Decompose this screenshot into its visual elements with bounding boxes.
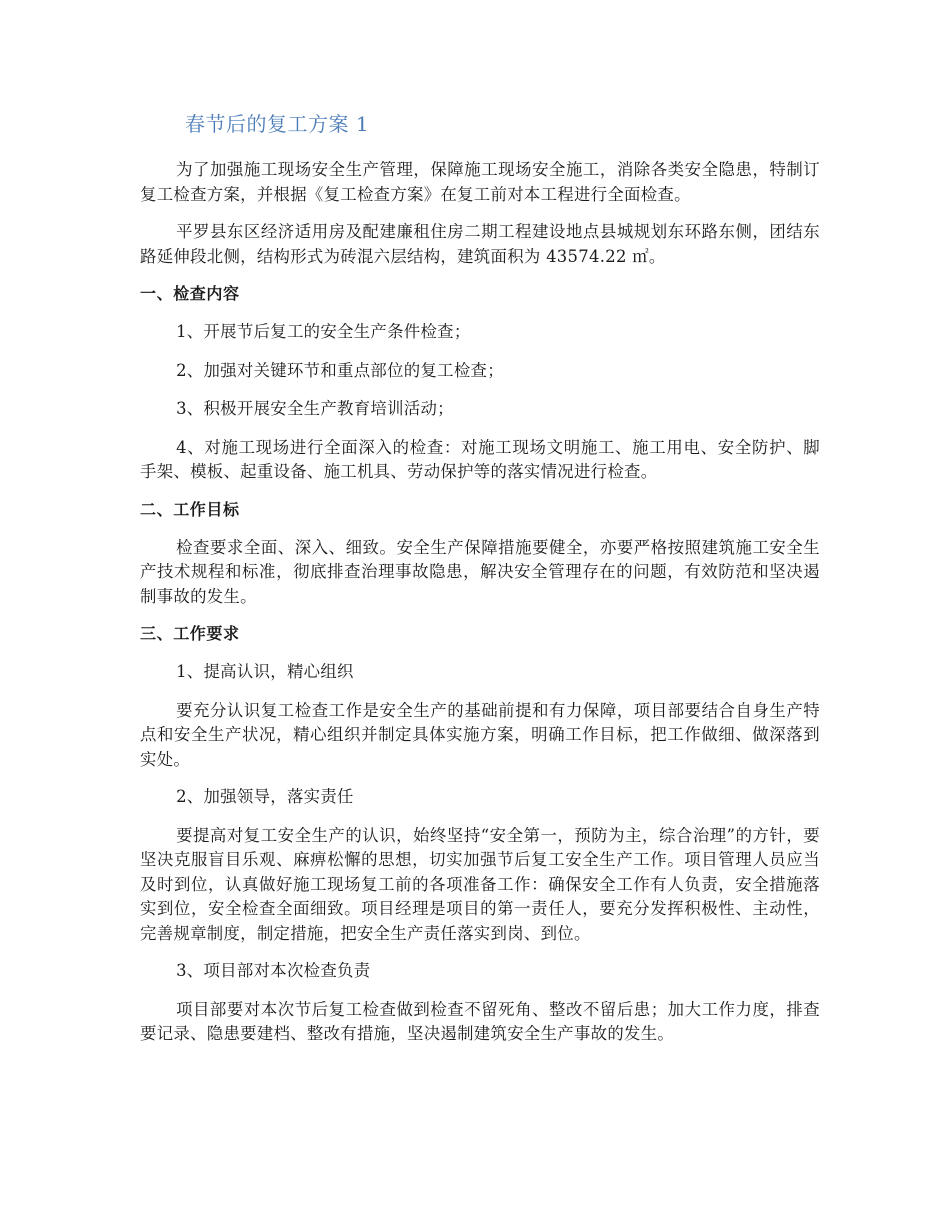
requirement-paragraph: 项目部要对本次节后复工检查做到检查不留死角、整改不留后患；加大工作力度，排查要记录、隐患要建档、整改有措施，坚决遏制建筑安全生产事故的发生。 xyxy=(140,999,820,1043)
section-heading-requirements: 三、工作要求 xyxy=(140,624,240,643)
intro-paragraph: 为了加强施工现场安全生产管理，保障施工现场安全施工，消除各类安全隐患，特制订复工检查方案，并根据《复工检查方案》在复工前对本工程进行全面检查。 xyxy=(140,160,820,204)
subheading: 1、提高认识，精心组织 xyxy=(176,662,354,681)
document-page xyxy=(140,108,820,1060)
list-item: 3、积极开展安全生产教育培训活动； xyxy=(176,399,454,418)
project-info-paragraph: 平罗县东区经济适用房及配建廉租住房二期工程建设地点县城规划东环路东侧，团结东路延伸段北侧，结构形式为砖混六层结构，建筑面积为 43574.22 ㎡。 xyxy=(140,222,820,266)
subheading: 3、项目部对本次检查负责 xyxy=(176,961,371,980)
requirement-paragraph: 要充分认识复工检查工作是安全生产的基础前提和有力保障，项目部要结合自身生产特点和安全生产状况，精心组织并制定具体实施方案，明确工作目标，把工作做细、做深落到实处。 xyxy=(140,700,820,769)
goals-paragraph: 检查要求全面、深入、细致。安全生产保障措施要健全，亦要严格按照建筑施工安全生产技术规程和标准，彻底排查治理事故隐患，解决安全管理存在的问题，有效防范和坚决遏制事故的发生。 xyxy=(140,537,820,606)
section-heading-inspection: 一、检查内容 xyxy=(140,284,240,303)
list-item: 1、开展节后复工的安全生产条件检查； xyxy=(176,322,471,341)
requirement-paragraph: 要提高对复工安全生产的认识，始终坚持“安全第一，预防为主，综合治理”的方针，要坚决克服盲目乐观、麻痹松懈的思想，切实加强节后复工安全生产工作。项目管理人员应当及时到位，认真做好施工现场复工前的各项准备工作：确保安全工作有人负责，安全措施落实到位，安全检查全面细致。项目经理是项目的第一责任人，要充分发挥积极性、主动性，完善规章制度，制定措施，把安全生产责任落实到岗、到位。 xyxy=(140,825,820,943)
subheading: 2、加强领导，落实责任 xyxy=(176,787,354,806)
section-heading-goals: 二、工作目标 xyxy=(140,499,240,519)
list-item: 4、对施工现场进行全面深入的检查：对施工现场文明施工、施工用电、安全防护、脚手架、模板、起重设备、施工机具、劳动保护等的落实情况进行检查。 xyxy=(140,437,820,481)
document-title: 春节后的复工方案 1 xyxy=(185,112,370,136)
list-item: 2、加强对关键环节和重点部位的复工检查； xyxy=(176,360,504,380)
